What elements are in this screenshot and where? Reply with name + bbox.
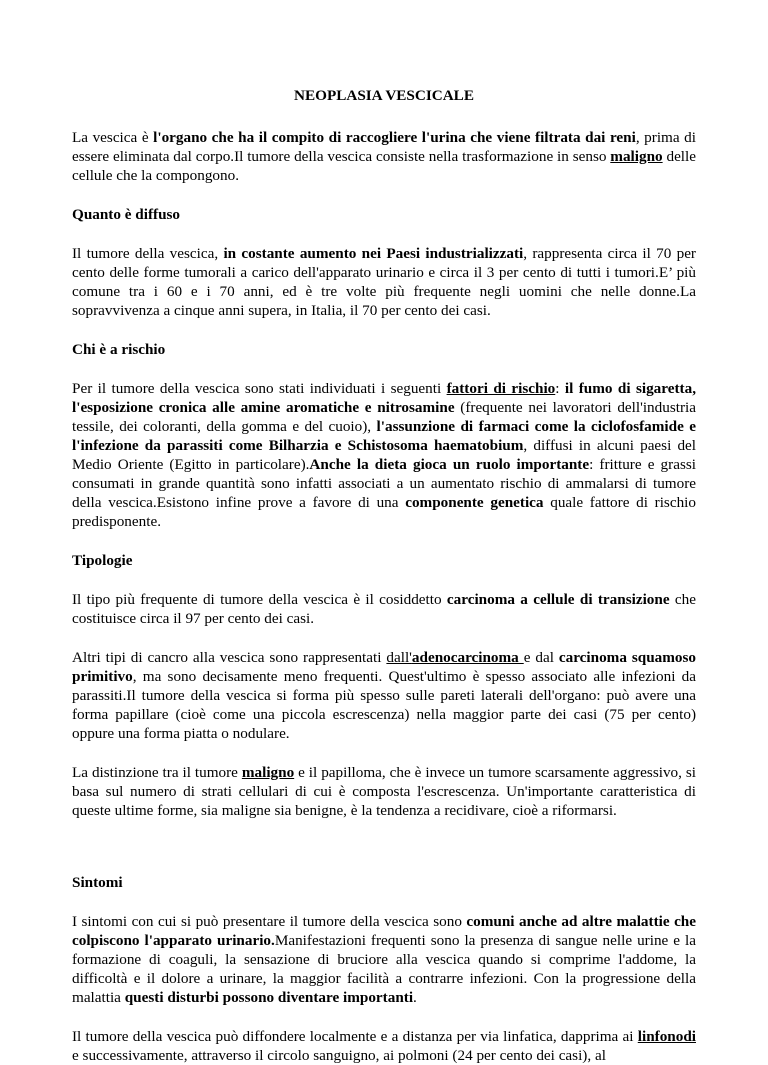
paragraph-tipo-frequente	[72, 590, 696, 628]
text-run: questi disturbi possono diventare importanti	[124, 989, 414, 1006]
text-run: carcinoma a cellule di transizione	[446, 591, 670, 608]
paragraph-diffusione	[72, 244, 696, 320]
paragraph-diffusione-metastasi	[72, 1027, 696, 1065]
text-run: :	[555, 380, 565, 397]
text-run: , prima di essere eliminata dal corpo.Il tumore della vescica consiste nella trasformazione in senso	[72, 129, 696, 165]
text-run: il fumo di sigaretta, l'esposizione cronica alle amine aromatiche e nitrosamine	[72, 380, 696, 416]
text-run: componente genetica	[405, 494, 544, 511]
text-run: Il tumore della vescica,	[72, 245, 224, 262]
text-run: comuni anche ad altre malattie che colpiscono l'apparato urinario.	[72, 913, 696, 949]
text-run: .	[413, 989, 417, 1006]
text-run: Il tumore della vescica può diffondere localmente e a distanza per via linfatica, dapprima ai	[72, 1028, 638, 1045]
text-run: Per il tumore della vescica sono stati individuati i seguenti	[72, 380, 447, 397]
text-run: in costante aumento nei Paesi industrializzati	[223, 245, 524, 262]
text-run: adenocarcinoma	[411, 649, 524, 666]
text-run: , rappresenta circa il 70 per cento delle forme tumorali a carico dell'apparato urinario e circa il 3 per cento di tutti i tumori.E’ più comune tra i 60 e i 70 anni, ed è tre volte più frequente negli uomini che nelle donne.La sopravvivenza a cinque anni supera, in Italia, il 70 per cento dei casi.	[72, 245, 696, 319]
text-run: che costituisce circa il 97 per cento dei casi.	[72, 591, 696, 627]
text-run: linfonodi	[637, 1028, 696, 1045]
text-run: maligno	[610, 148, 663, 165]
text-run: fattori di rischio	[446, 380, 556, 397]
heading-chi-e-a-rischio: Chi è a rischio	[72, 341, 166, 358]
text-run: Anche la dieta gioca un ruolo importante	[309, 456, 590, 473]
text-run: maligno	[241, 764, 295, 781]
text-run: I sintomi con cui si può presentare il tumore della vescica sono	[72, 913, 467, 930]
text-run: Il tipo più frequente di tumore della vescica è il cosiddetto	[72, 591, 447, 608]
text-run: La vescica è	[72, 129, 154, 146]
paragraph-fattori-rischio	[72, 379, 696, 531]
heading-tipologie: Tipologie	[72, 552, 133, 569]
text-run: Altri tipi di cancro alla vescica sono rappresentati	[72, 649, 387, 666]
text-run: quale fattore di rischio predisponente.	[72, 494, 696, 530]
text-run: (frequente nei lavoratori dell'industria tessile, dei coloranti, della gomma e del cuoio),	[72, 399, 696, 435]
heading-quanto-e-diffuso: Quanto è diffuso	[72, 206, 181, 223]
text-run: delle cellule che la compongono.	[72, 148, 696, 184]
text-run: carcinoma squamoso primitivo	[72, 649, 696, 685]
text-run: e dal	[523, 649, 559, 666]
text-run: l'organo che ha il compito di raccogliere l'urina che viene filtrata dai reni	[153, 129, 636, 146]
text-run: La distinzione tra il tumore	[72, 764, 242, 781]
text-run: , diffusi in alcuni paesi del Medio Oriente (Egitto in particolare).	[72, 437, 697, 473]
text-run: , ma sono decisamente meno frequenti. Quest'ultimo è spesso associato alle infezioni da parassiti.Il tumore della vescica si forma più spesso sulle pareti laterali dell'organo: può avere una forma papillare (cioè come una piccola escrescenza) nella maggior parte dei casi (75 per cento) oppure una forma piatta o nodulare.	[72, 668, 696, 742]
text-run: e il papilloma, che è invece un tumore scarsamente aggressivo, si basa sul numero di strati cellulari di cui è composta l'escrescenza. Un'importante caratteristica di queste ultime forme, sia maligne sia benigne, è la tendenza a recidivare, cioè a riformarsi.	[72, 764, 696, 819]
document-title: NEOPLASIA VESCICALE	[294, 87, 474, 104]
paragraph-distinzione	[72, 763, 696, 820]
paragraph-intro	[72, 128, 696, 185]
paragraph-sintomi	[72, 912, 696, 1007]
paragraph-altri-tipi	[72, 648, 696, 743]
text-run: e successivamente, attraverso il circolo sanguigno, ai polmoni (24 per cento dei casi), al	[72, 1047, 606, 1064]
text-run: : fritture e grassi consumati in grande quantità sono infatti associati a un aumentato rischio di ammalarsi di tumore della vescica.Esistono infine prove a favore di una	[72, 456, 696, 511]
text-run: dall'	[386, 649, 412, 666]
text-run: l'assunzione di farmaci come la ciclofosfamide e l'infezione da parassiti come Bilharzia e Schistosoma haematobium	[72, 418, 696, 454]
heading-sintomi: Sintomi	[72, 874, 123, 891]
text-run: Manifestazioni frequenti sono la presenza di sangue nelle urine e la formazione di coaguli, la sensazione di bruciore alla vescica quando si comprime l'addome, la difficoltà e il dolore a urinare, la maggior facilità a contrarre infezioni. Con la progressione della malattia	[72, 932, 696, 1006]
